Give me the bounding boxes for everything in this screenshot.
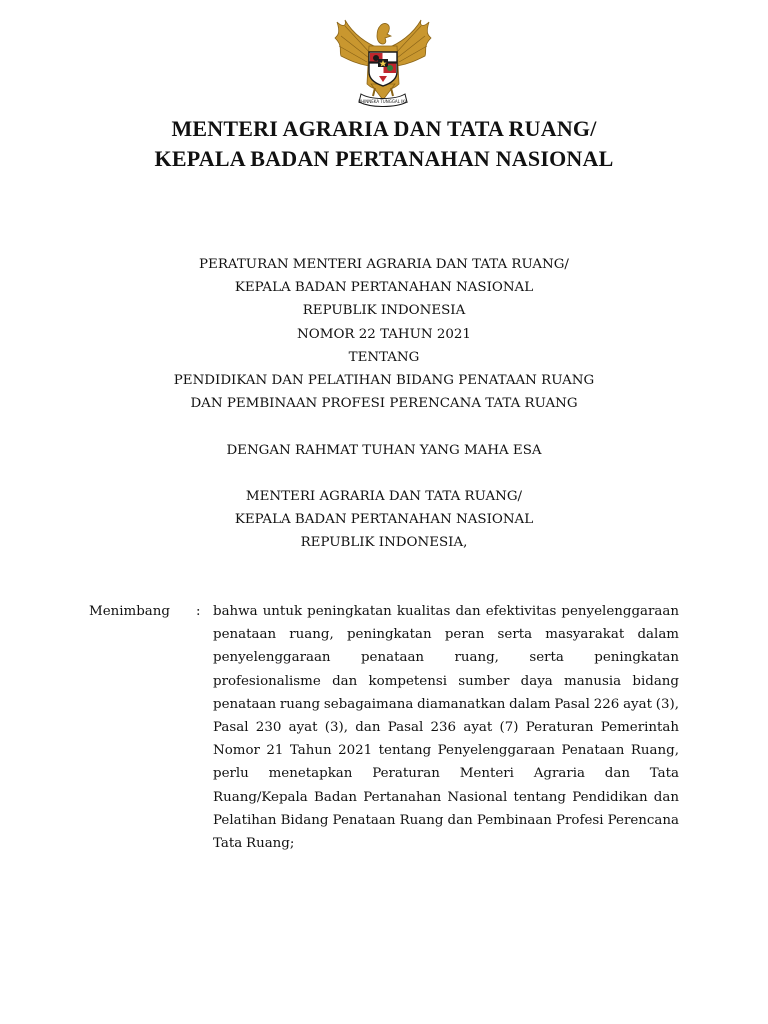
regulation-line-2: KEPALA BADAN PERTANAHAN NASIONAL [234, 280, 534, 296]
minister-line-2: KEPALA BADAN PERTANAHAN NASIONAL [234, 512, 534, 528]
menimbang-colon: : [196, 604, 201, 619]
grace-line [0, 439, 768, 462]
garuda-emblem-icon [331, 14, 435, 110]
garuda-pancasila-emblem [331, 14, 435, 110]
motto-text: BHINNEKA TUNGGAL IKA [358, 99, 408, 104]
regulation-subject-2: DAN PEMBINAAN PROFESI PERENCANA TATA RUANG [190, 396, 578, 412]
regulation-line-3: REPUBLIK INDONESIA [302, 303, 466, 319]
org-title-line-1: MENTERI AGRARIA DAN TATA RUANG/ [171, 116, 597, 141]
menimbang-text: bahwa untuk peningkatan kualitas dan efektivitas penyelenggaraan penataan ruang, peningkatan peran serta masyarakat dalam penyelenggaraan penataan ruang, serta peningkatan profesionalisme dan kompetensi sumber daya manusia bidang penataan ruang sebagaimana diamanatkan dalam Pasal 226 ayat (3), Pasal 230 ayat (3), dan Pasal 236 ayat (7) Peraturan Pemerintah Nomor 21 Tahun 2021 tentang Penyelenggaraan Penataan Ruang, perlu menetapkan Peraturan Menteri Agraria dan Tata Ruang/Kepala Badan Pertanahan Nasional tentang Pendidikan dan Pelatihan Bidang Penataan Ruang dan Pembinaan Profesi Perencana Tata Ruang; [213, 604, 679, 852]
regulation-heading [0, 253, 768, 415]
regulation-line-1: PERATURAN MENTERI AGRARIA DAN TATA RUANG/ [199, 257, 569, 272]
org-title-line-2: KEPALA BADAN PERTANAHAN NASIONAL [154, 146, 614, 171]
grace-text: DENGAN RAHMAT TUHAN YANG MAHA ESA [226, 443, 542, 458]
minister-line-1: MENTERI AGRARIA DAN TATA RUANG/ [245, 489, 523, 504]
org-title [0, 114, 768, 174]
garuda-head [377, 24, 391, 45]
regulation-subject-1: PENDIDIKAN DAN PELATIHAN BIDANG PENATAAN RUANG [173, 373, 595, 389]
menimbang-label: Menimbang [89, 604, 170, 619]
minister-line-3: REPUBLIK INDONESIA, [300, 535, 468, 551]
regulation-about: TENTANG [348, 349, 420, 365]
minister-heading [0, 485, 768, 555]
regulation-number: NOMOR 22 TAHUN 2021 [297, 326, 471, 342]
